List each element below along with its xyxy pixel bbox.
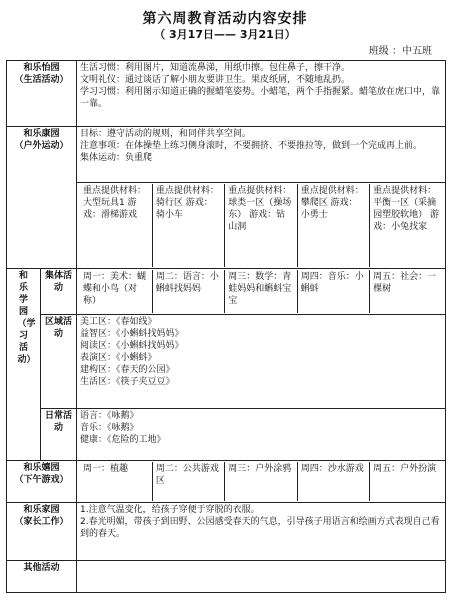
area-activity-label: 区域活动 (41, 315, 77, 409)
daily-music: 音乐：《咏鹅》 (80, 423, 139, 433)
life-content (77, 61, 446, 127)
area-construction: 建构区：《春天的公园》 (80, 365, 175, 375)
play-row (7, 461, 446, 503)
health-area-4: 重点提供材料：攀爬区 游戏：小勇士 (297, 184, 369, 267)
play-section-title: 和乐嬉园 (23, 463, 60, 473)
play-wed: 周三：户外涂鸦 (225, 462, 297, 501)
play-section-subtitle: （下午游戏） (14, 475, 69, 485)
health-line-goal: 目标：遵守活动的规则，和同伴共享空间。 (80, 129, 252, 139)
life-section-label (7, 61, 77, 127)
group-fri: 周五：社会：一棵树 (370, 270, 442, 313)
health-line-notes: 注意事项：在体操垫上练习侧身滚时，不要拥挤、不要推拉等，做到一个完成再上前。 (80, 141, 423, 151)
home-section-subtitle: （家长工作） (14, 517, 69, 527)
class-label: 班级 ：中五班 (368, 46, 432, 57)
group-activities (77, 269, 446, 315)
health-section-subtitle: （户外运动） (14, 141, 69, 151)
home-line-2: 2.春光明媚，带孩子到田野、公园感受春天的气息，引导孩子用语言和绘画方式表现自己看到的春天。 (80, 517, 440, 539)
play-fri: 周五：户外扮演 (370, 462, 442, 501)
schedule-table (6, 60, 446, 593)
daily-activities (77, 409, 446, 461)
health-area-5: 重点提供材料：平衡一区（采摘园塑胶软地） 游戏：小兔找家 (370, 184, 442, 267)
page-title: 第六周教育活动内容安排 (142, 11, 308, 27)
home-content (77, 503, 446, 561)
area-art: 美工区：《春如线》 (80, 317, 157, 327)
learning-row-group (7, 269, 446, 315)
learning-section-label (7, 269, 41, 461)
home-row (7, 503, 446, 561)
life-row (7, 61, 446, 127)
health-section-title: 和乐康园 (23, 129, 60, 139)
life-line-study: 学习习惯：利用图示知道正确的握蜡笔姿势。小蜡笔，两个手指握紧。蜡笔放在虎口中，靠一靠。 (80, 87, 441, 109)
learning-row-areas (7, 315, 446, 409)
other-row (7, 561, 446, 593)
health-area-2: 重点提供材料：骑行区 游戏：骑小车 (152, 184, 224, 267)
play-mon: 周一：植趣 (83, 464, 129, 474)
area-reading: 阅读区：《小蝌蚪找妈妈》 (80, 341, 184, 351)
play-activities (77, 461, 446, 503)
area-activities (77, 315, 446, 409)
health-areas (77, 183, 446, 269)
group-activity-label: 集体活动 (41, 269, 77, 315)
learning-section-title: 和乐学园（学习活动） (17, 271, 36, 365)
group-wed: 周三：数学：青蛙妈妈和蝌蚪宝宝 (225, 270, 297, 313)
life-line-habit: 生活习惯：利用图片，知道流鼻涕，用纸巾擦。包住鼻子，擦干净。 (80, 63, 351, 73)
area-puzzle: 益智区：《小蝌蚪找妈妈》 (80, 329, 184, 339)
daily-language: 语言：《咏鹅》 (80, 411, 139, 421)
area-performance: 表演区：《小蝌蚪》 (80, 353, 157, 363)
health-row-text (7, 127, 446, 183)
play-tue: 周二：公共游戏区 (152, 462, 224, 501)
home-section-title: 和乐家园 (23, 505, 60, 515)
life-section-subtitle: （生活活动） (14, 75, 69, 85)
play-thu: 周四：沙水游戏 (297, 462, 369, 501)
health-content (77, 127, 446, 183)
life-line-manners: 文明礼仪：通过谈话了解小朋友要讲卫生。果皮纸屑，不随地乱扔。 (80, 75, 351, 85)
group-thu: 周四：音乐：小蝌蚪 (297, 270, 369, 313)
date-range: （ 3月17日—— 3月21日） (154, 28, 296, 41)
home-line-1: 1.注意气温变化，给孩子穿便于穿脱的衣服。 (80, 505, 260, 515)
group-mon: 周一：美术：蝴蝶和小鸟（对称） (83, 272, 147, 306)
health-area-1: 重点提供材料：大型玩具1 游戏：滑梯游戏 (83, 186, 147, 220)
life-section-title: 和乐怡园 (23, 63, 60, 73)
other-content (77, 561, 446, 593)
daily-activity-label: 日常活动 (41, 409, 77, 461)
learning-row-daily (7, 409, 446, 461)
other-section-label: 其他活动 (7, 561, 77, 593)
daily-health: 健康：《危险的工地》 (80, 435, 166, 445)
health-area-3: 重点提供材料：球类一区（操场东） 游戏：钻山洞 (225, 184, 297, 267)
home-section-label (7, 503, 77, 561)
health-section-label (7, 127, 77, 269)
group-tue: 周二：语言：小蝌蚪找妈妈 (152, 270, 224, 313)
health-line-group: 集体运动：负重爬 (80, 153, 153, 163)
play-section-label (7, 461, 77, 503)
area-life: 生活区：《筷子夹豆豆》 (80, 377, 175, 387)
